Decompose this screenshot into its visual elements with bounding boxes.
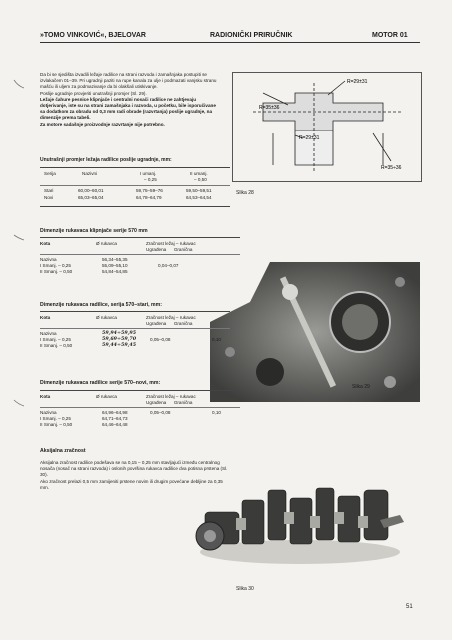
klip-table-title: Dimenzije rukavaca klipnjače serije 570 mm [40, 228, 148, 234]
axial-title: Aksijalna zračnost [40, 448, 86, 454]
rn-divider [40, 407, 240, 408]
dt-h-nazivni: Nazivni [82, 171, 98, 176]
rn-r1-ugr: 0,05–0,08 [150, 410, 171, 415]
figure-29-photo [210, 262, 420, 402]
axial-p2: Ako zračnost prelazi 0,5 mm zamijeniti prstene novim ili drugim povećane debljine za 0,35 mm. [40, 478, 223, 490]
ro-r2-kota: I Smanj. – 0,25 [40, 337, 71, 342]
dt-sh-u2: – 0,50 [194, 177, 207, 182]
dt-r1-u1: 59,75–59–76 [136, 188, 163, 193]
header-left: »TOMO VINKOVIĆ«, BJELOVAR [40, 32, 146, 39]
rad-new-title: Dimenzije rukavaca radilice serije 570–novi, mm: [40, 380, 161, 386]
header-rule [40, 42, 420, 43]
rn-h-ruk: Ø rukavca [96, 394, 117, 399]
kt-h-kota: Kota [40, 241, 51, 246]
rn-r1-gr: 0,10 [212, 410, 221, 415]
fig29-caption: Slika 29 [352, 384, 370, 390]
dt-divider [40, 185, 230, 186]
dt-r2-u1: 64,78–64,79 [136, 195, 162, 200]
rn-r3-ruk: 64,46–64,48 [102, 422, 128, 427]
dt-h-u1: I umanj. [140, 171, 157, 176]
dt-r1-serija: Stari [44, 188, 54, 193]
crankshaft-photo [190, 460, 412, 580]
rn-h-kota: Kota [40, 394, 51, 399]
rn-r2-ruk: 64,71–64,73 [102, 416, 128, 421]
klip-table [40, 237, 240, 274]
ro-r2-ruk: 59,69÷59,70 [102, 336, 137, 342]
dt-sh-u1: – 0,25 [144, 177, 157, 182]
kt-r1-ruk: 56,34–55,35 [102, 257, 128, 262]
fig28-label-1: R=29±31 [347, 79, 368, 85]
ro-r3-kota: II Smanj. – 0,50 [40, 343, 73, 348]
dt-r2-serija: Novi [44, 195, 54, 200]
intro-block [40, 72, 220, 128]
dt-r1-u2: 59,50–59,51 [186, 188, 212, 193]
kt-r2-kota: I Smanj. – 0,25 [40, 263, 71, 268]
rad-old-table [40, 311, 230, 348]
diameter-table [40, 167, 230, 207]
kt-r3-ruk: 54,84–54,85 [102, 269, 128, 274]
kt-r2-ruk: 55,09–55,10 [102, 263, 128, 268]
header-right: MOTOR 01 [372, 32, 408, 39]
bearing-diagram [233, 73, 421, 181]
dt-h-serija: Serija [44, 171, 56, 176]
fig28-label-3: R=29±31 [299, 135, 320, 141]
fig28-caption: Slika 28 [236, 190, 254, 196]
kt-divider [40, 254, 240, 255]
ro-r1-kota: Nazivna [40, 331, 57, 336]
intro-p4: Za motore sadašnje proizvodnje razvrtanje nije potrebno. [40, 121, 165, 127]
rn-r1-kota: Nazivna [40, 410, 57, 415]
ro-r2-ugr: 0,05–0,08 [150, 337, 171, 342]
header-center: RADIONIČKI PRIRUČNIK [210, 32, 293, 39]
ro-h-ruk: Ø rukavca [96, 315, 117, 320]
dt-h-u2: II umanj. [190, 171, 208, 176]
ro-h-z1: Zračnost ležaj – rukavac [146, 315, 196, 320]
rn-h-z1: Zračnost ležaj – rukavac [146, 394, 196, 399]
dt-r1-nazivni: 60,00–60,01 [78, 188, 104, 193]
kt-h-z2: Ugrađena Granična [146, 247, 193, 252]
kt-r3-kota: II Smanj. – 0,50 [40, 269, 73, 274]
intro-p2: Poslije ugradnje provjeriti unutrašnji promjer (Sl. 29). [40, 90, 147, 96]
ro-r3-ruk: 59,44÷59,45 [102, 342, 137, 348]
rn-r1-ruk: 64,96–64,98 [102, 410, 128, 415]
rn-h-z2: Ugrađena Granična [146, 400, 193, 405]
ro-r2-gr: 0,10 [212, 337, 221, 342]
figure-28 [232, 72, 422, 182]
rad-old-title: Dimenzije rukavaca radilice, serija 570–stari, mm: [40, 302, 162, 308]
rn-r2-kota: I Smanj. – 0,25 [40, 416, 71, 421]
intro-p3: Ležaje čahure pesnice klipnjače i centralni nosači radilice ne zahtjevaju dotjerivanje, iste su na strani zamašnjaka i razvoda, u početku, bile isporučivane sa dodatkom za obradu od 0,3 mm radi obrade (razvrtanja) poslije ugradnje, na dimenzije prema tabeli. [40, 96, 216, 121]
fig30-caption: Slika 30 [236, 586, 254, 592]
kt-r1-kota: Nazivna [40, 257, 57, 262]
ro-divider [40, 328, 230, 329]
ro-r1-ruk: 59,94÷59,95 [102, 330, 137, 336]
intro-p1: Da bi se sjedišta izvadili ležaje radilice na strani razvoda i zamašnjaka postupiti se izvlakačem 01–39. Pri ugradnji paziti na rupe kanala za ulje i podmazati vanjsku stranu mašću ili uljem za podmazivanje da bi olakšali utiskivanje. [40, 72, 217, 90]
kt-h-ruk: Ø rukavca [96, 241, 117, 246]
kt-r2-ugr: 0,04–0,07 [158, 263, 179, 268]
dt-r2-nazivni: 65,03–65,04 [78, 195, 104, 200]
rad-new-table [40, 390, 240, 427]
diameter-table-title: Unutrašnji promjer ležaja radilice poslije ugradnje, mm: [40, 157, 172, 163]
page-number: 51 [406, 604, 413, 610]
ro-h-z2: Ugrađena Granična [146, 321, 193, 326]
kt-h-z1: Zračnost ležaj – rukavac [146, 241, 196, 246]
fig28-label-2: R=35±36 [259, 105, 280, 111]
figure-30-photo [190, 460, 412, 580]
ro-h-kota: Kota [40, 315, 51, 320]
engine-block-photo [210, 262, 420, 402]
dt-r2-u2: 64,53–64,54 [186, 195, 212, 200]
margin-marks [4, 0, 34, 640]
axial-p1: Aksijalna zračnost radilice podešava se na 0,15 – 0,25 mm stavljajući između centralnog nosača (nosač na strani razvoda) i oslonih površina rukavca radilice dva potisna prstena (Sl. 30). [40, 460, 228, 478]
rn-r3-kota: II Smanj. – 0,50 [40, 422, 73, 427]
fig28-label-4: R=35÷36 [381, 165, 402, 171]
